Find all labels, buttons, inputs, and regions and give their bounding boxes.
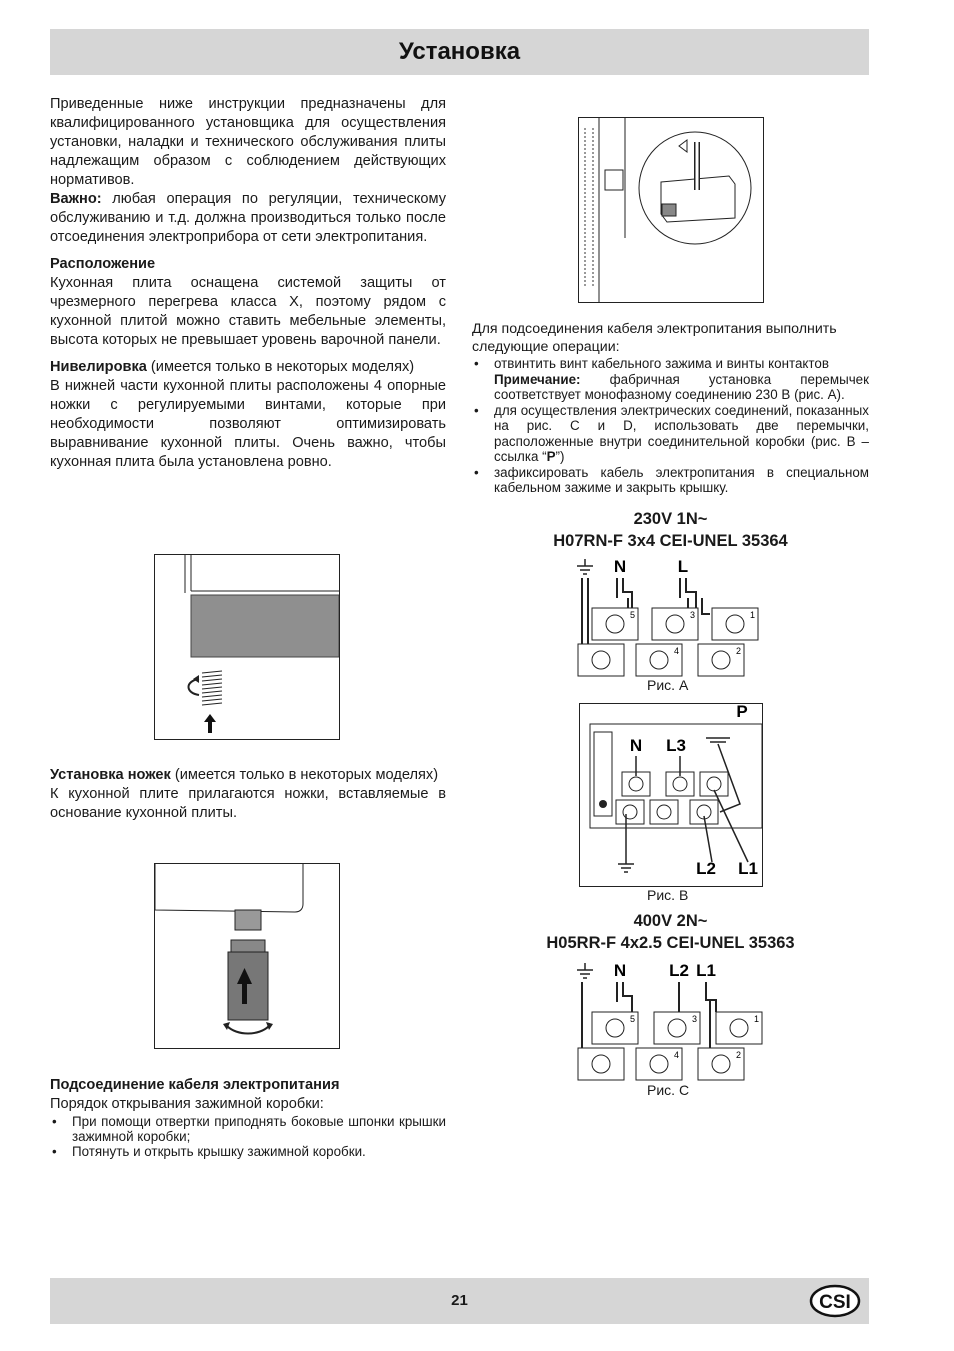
leveling-note: (имеется только в некоторых моделях): [146, 359, 415, 375]
label-n: N: [613, 961, 627, 980]
feet-section: [50, 766, 446, 823]
step1-text: отвинтить винт кабельного зажима и винты контактов: [494, 356, 829, 371]
label-l1: L1: [738, 859, 758, 878]
diagram-a-title: [472, 508, 869, 552]
terminal-number-3: 3: [692, 1014, 698, 1024]
diagram-c-cable: H05RR-F 4x2.5 CEI-UNEL 35363: [546, 934, 795, 952]
label-l2: L2: [696, 859, 716, 878]
label-l1: L1: [696, 961, 716, 980]
terminal-number-3: 3: [690, 610, 696, 620]
label-l: L: [677, 557, 689, 576]
diagram-c-voltage: 400V 2N~: [633, 912, 708, 930]
leveling-figure: [154, 554, 340, 740]
diagram-b: [579, 703, 763, 887]
connect-steps-list: [472, 356, 869, 496]
cable-section: [50, 1076, 446, 1159]
step2-text-a: для осуществления электрических соединений, показанных на рис. C и D, использовать две перемычки, расположенные внутри соединительной коробки (рис. В – ссылка “: [494, 402, 869, 464]
cable-steps-list: [50, 1114, 446, 1159]
list-item: [472, 356, 869, 403]
diagram-a-cable: H07RN-F 3x4 CEI-UNEL 35364: [553, 532, 788, 550]
label-n: N: [613, 557, 627, 576]
intro-paragraph: Приведенные ниже инструкции предназначены для квалифицированного установщика для осуществления установки, наладки и технического обслуживания плиты надлежащим образом с соблюдением действующих нормативов.: [50, 96, 446, 188]
list-item: • При помощи отвертки приподнять боковые шпонки крышки зажимной коробки;: [50, 1114, 446, 1144]
leveling-paragraph: В нижней части кухонной плиты расположены 4 опорные ножки с регулируемыми винтами, которые при необходимости позволяют оптимизировать выравнивание кухонной плиты. Очень важно, чтобы кухонная плита была установлена ровно.: [50, 378, 446, 470]
feet-figure: [154, 863, 340, 1049]
right-column: [472, 320, 869, 496]
cable-intro: Порядок открывания зажимной коробки:: [50, 1096, 324, 1112]
leveling-title: Нивелировка: [50, 359, 147, 375]
logo-text: CSI: [819, 1292, 851, 1313]
terminal-number-4: 4: [674, 646, 680, 656]
feet-heading: [50, 766, 446, 785]
label-p: P: [736, 704, 748, 721]
cable-heading: Подсоединение кабеля электропитания: [50, 1077, 340, 1093]
list-item: [472, 403, 869, 465]
important-paragraph: [50, 190, 446, 247]
label-l3: L3: [666, 736, 686, 755]
diagram-c: [570, 956, 770, 1086]
important-label: Важно:: [50, 191, 102, 207]
ground-icon: [577, 559, 593, 574]
step2-ref: P: [546, 449, 556, 464]
header-bar: [50, 29, 869, 75]
step2-text-b: ”): [555, 449, 565, 464]
figure-a-caption: Рис. А: [647, 677, 689, 693]
figure-b-caption: Рис. В: [647, 887, 689, 903]
location-paragraph: Кухонная плита оснащена системой защиты от чрезмерного перегрева класса X, поэтому рядом с кухонной плитой можно ставить мебельные элементы, высота которых не превышает уровень варочной панели.: [50, 275, 446, 348]
left-column: [50, 95, 446, 472]
leveling-heading: [50, 358, 446, 377]
terminal-number-5: 5: [630, 1014, 636, 1024]
footer-bar: [50, 1278, 869, 1324]
location-heading: Расположение: [50, 256, 156, 272]
terminal-number-4: 4: [674, 1050, 680, 1060]
terminal-box-figure: [578, 117, 764, 303]
terminal-number-2: 2: [736, 1050, 742, 1060]
important-text: любая операция по регуляции, техническому обслуживанию и т.д. должна производиться только после отсоединения электроприбора от сети электропитания.: [50, 191, 446, 245]
terminal-number-2: 2: [736, 646, 742, 656]
page-number: 21: [451, 1292, 468, 1309]
step1-note-text: фабричная установка перемычек соответствует монофазному соединению 230 В (рис. А).: [494, 371, 869, 402]
terminal-number-1: 1: [754, 1014, 760, 1024]
terminal-number-1: 1: [750, 610, 756, 620]
ground-icon: [577, 963, 593, 978]
page-title: Установка: [398, 38, 521, 65]
figure-c-caption: Рис. С: [647, 1082, 690, 1098]
diagram-a: [570, 552, 770, 682]
list-item: • Потянуть и открыть крышку зажимной коробки.: [50, 1144, 446, 1159]
connect-intro: Для подсоединения кабеля электропитания выполнить следующие операции:: [472, 321, 837, 355]
terminal-number-5: 5: [630, 610, 636, 620]
list-item: • зафиксировать кабель электропитания в специальном кабельном зажиме и закрыть крышку.: [472, 465, 869, 496]
feet-note: (имеется только в некоторых моделях): [170, 767, 439, 783]
ground-icon: [618, 858, 634, 872]
step1-note-label: Примечание:: [494, 371, 581, 387]
diagram-c-title: [472, 910, 869, 954]
label-n: N: [629, 736, 643, 755]
label-l2: L2: [669, 961, 689, 980]
feet-paragraph: К кухонной плите прилагаются ножки, вставляемые в основание кухонной плиты.: [50, 786, 446, 821]
diagram-a-voltage: 230V 1N~: [633, 510, 708, 528]
csi-logo: [809, 1284, 861, 1318]
feet-title: Установка ножек: [50, 767, 171, 783]
